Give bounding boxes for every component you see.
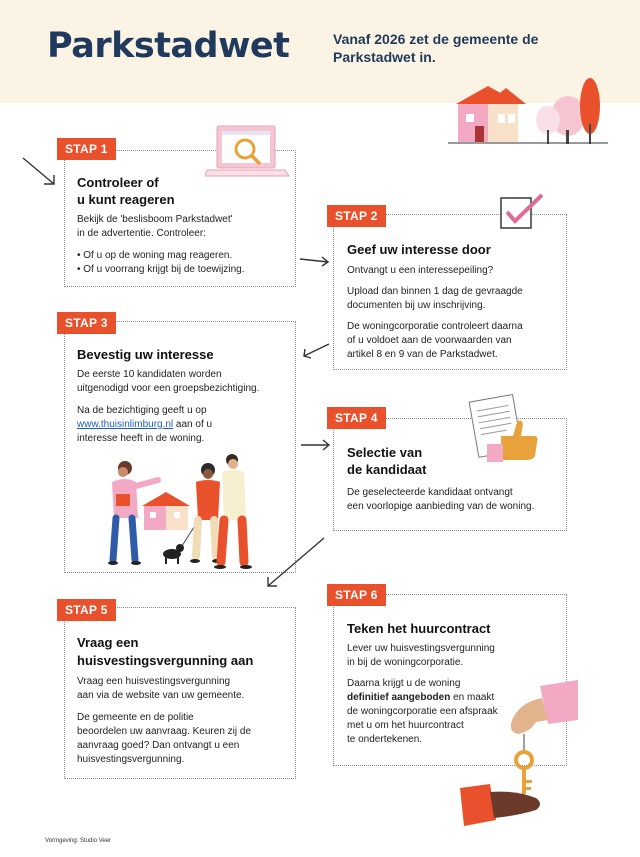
checkbox-check-icon — [498, 192, 546, 232]
document-thumbsup-icon — [465, 392, 551, 468]
step2-text3-line1: De woningcorporatie controleert daarna — [347, 321, 523, 332]
step3-text1-line2: uitgenodigd voor een groepsbezichtiging. — [77, 383, 260, 394]
step1-bullet2: • Of u voorrang krijgt bij de toewijzing. — [77, 264, 245, 275]
arrow-step3-to-step4 — [299, 437, 333, 453]
step1-heading-line2: u kunt reageren — [77, 192, 175, 207]
step6-text2-line1: Daarna krijgt u de woning — [347, 678, 461, 689]
step3-text1-line1: De eerste 10 kandidaten worden — [77, 369, 222, 380]
step3-text2-after-link: aan of u — [173, 419, 213, 430]
step6-text2-line5: te ondertekenen. — [347, 734, 423, 745]
step5-text2-line3: aanvraag goed? Dan ontvangt u een — [77, 740, 240, 751]
step4-heading-line2: de kandidaat — [347, 462, 427, 477]
step6-text1-line2: in bij de woningcorporatie. — [347, 657, 464, 668]
step2-text3-line3: artikel 8 en 9 van de Parkstadwet. — [347, 349, 498, 360]
step2-text2-line2: documenten bij uw inschrijving. — [347, 300, 486, 311]
arrow-step2-to-step3 — [300, 341, 332, 361]
step1-text-line1: Bekijk de 'beslisboom Parkstadwet' — [77, 214, 233, 225]
houses-trees-illustration — [448, 74, 608, 146]
step1-text-line2: in de advertentie. Controleer: — [77, 228, 206, 239]
step4-text-line1: De geselecteerde kandidaat ontvangt — [347, 487, 513, 498]
arrow-step4-to-step5 — [262, 535, 328, 591]
step5-heading-line1: Vraag een — [77, 635, 139, 650]
step6-tag: STAP 6 — [327, 584, 386, 606]
step1-heading-line1: Controleer of — [77, 175, 159, 190]
arrow-step1-to-step2 — [298, 253, 332, 269]
step2-text3-line2: of u voldoet aan de voorwaarden van — [347, 335, 512, 346]
step2-tag: STAP 2 — [327, 205, 386, 227]
step3-text2-line1: Na de bezichtiging geeft u op — [77, 405, 207, 416]
step3-heading: Bevestig uw interesse — [77, 347, 214, 362]
house-viewing-people-illustration — [100, 450, 260, 572]
step5-text1-line2: aan via de website van uw gemeente. — [77, 690, 245, 701]
step1-tag: STAP 1 — [57, 138, 116, 160]
page-title: Parkstadwet — [47, 26, 290, 66]
step6-bold-text: definitief aangeboden — [347, 692, 451, 703]
step6-text1-line1: Lever uw huisvestingsvergunning — [347, 643, 495, 654]
step5-heading-line2: huisvestingsvergunning aan — [77, 653, 254, 668]
step6-text2-line2-post: en maakt — [450, 692, 495, 703]
laptop-search-icon — [205, 124, 291, 184]
step6-heading: Teken het huurcontract — [347, 621, 491, 636]
step5-text2-line1: De gemeente en de politie — [77, 712, 194, 723]
step4-heading-line1: Selectie van — [347, 445, 423, 460]
step3-text2-line2 — [77, 418, 212, 432]
page-subtitle: Vanaf 2026 zet de gemeente de Parkstadwet in. — [333, 31, 539, 65]
step2-text2-line1: Upload dan binnen 1 dag de gevraagde — [347, 286, 523, 297]
step3-text2-line3: interesse heeft in de woning. — [77, 433, 205, 444]
step2-text1: Ontvangt u een interessepeiling? — [347, 265, 494, 276]
step4-text-line2: een voorlopige aanbieding van de woning. — [347, 501, 535, 512]
design-credit: Vormgeving: Studio Veer — [45, 838, 112, 844]
step5-text2-line4: huisvestingsvergunning. — [77, 754, 185, 765]
thuisinlimburg-link[interactable]: www.thuisinlimburg.nl — [77, 419, 174, 430]
step5-text2-line2: beoordelen uw aanvraag. Keuren zij de — [77, 726, 252, 737]
step5-text1-line1: Vraag een huisvestingsvergunning — [77, 676, 231, 687]
key-handover-illustration — [460, 680, 580, 828]
step6-text2-line4: met u om het huurcontract — [347, 720, 464, 731]
step4-tag: STAP 4 — [327, 407, 386, 429]
step6-text2-line3: de woningcorporatie een afspraak — [347, 706, 498, 717]
step3-tag: STAP 3 — [57, 312, 116, 334]
step2-heading: Geef uw interesse door — [347, 242, 491, 257]
step1-bullet1: • Of u op de woning mag reageren. — [77, 250, 233, 261]
step5-tag: STAP 5 — [57, 599, 116, 621]
arrow-into-step1 — [20, 155, 60, 189]
